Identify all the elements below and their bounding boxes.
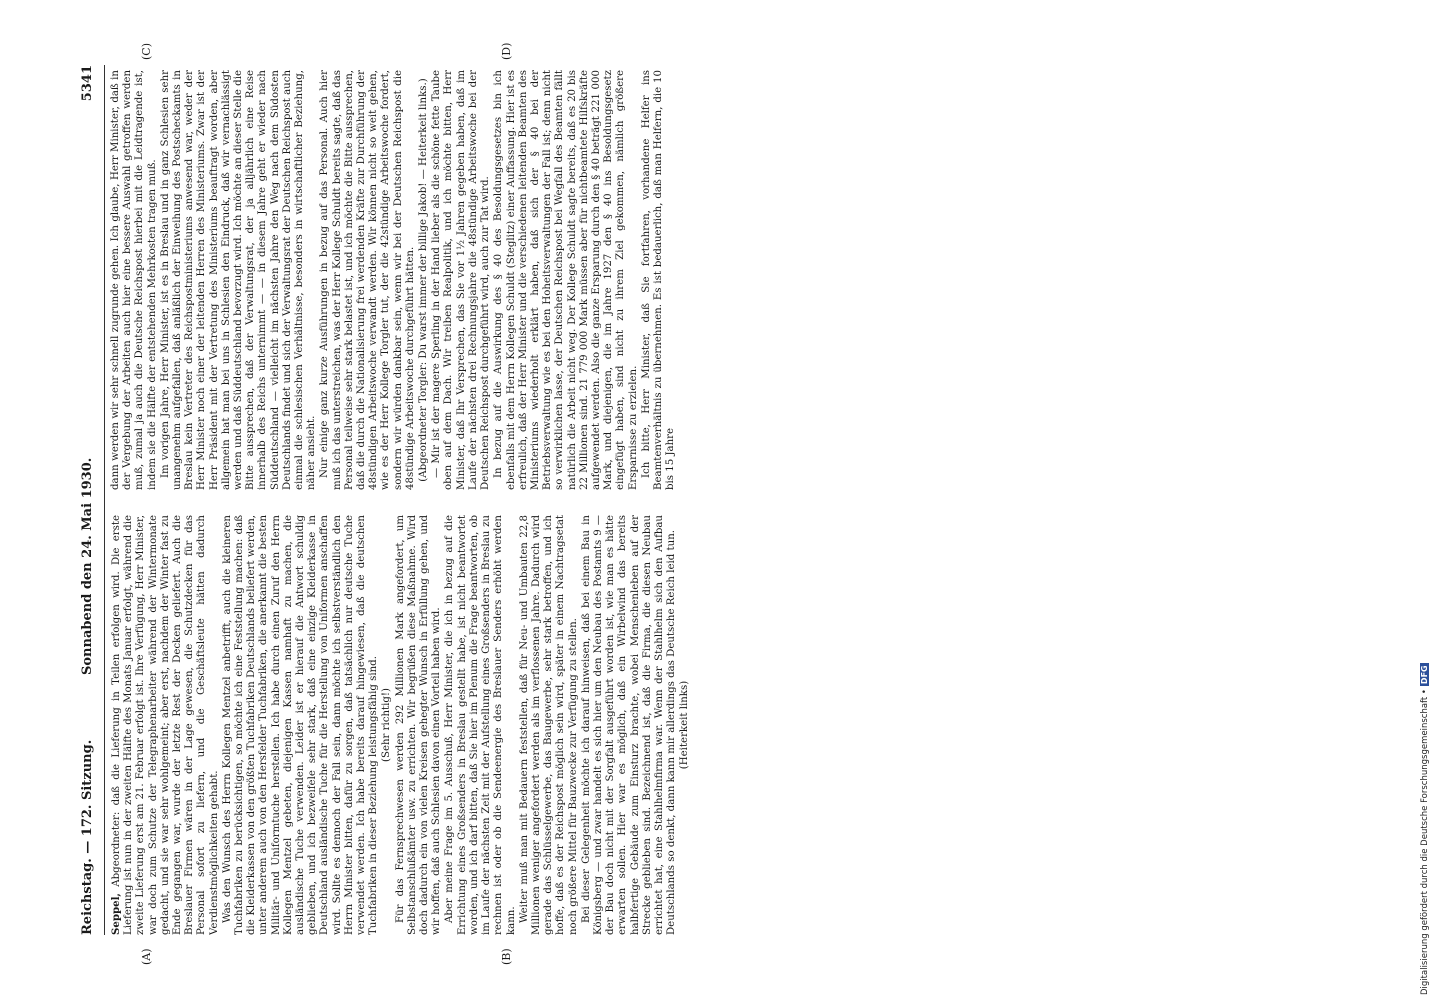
header-session: Reichstag. — 172. Sitzung. bbox=[80, 739, 95, 935]
interjection: (Heiterkeit links) bbox=[679, 680, 691, 770]
margin-marker-b: (B) bbox=[500, 948, 513, 965]
interjection: (Abgeordneter Torgler: Du warst immer der billige Jakob! — Heiterkeit links.) bbox=[418, 78, 430, 482]
speaker-name: Seppel, bbox=[110, 893, 122, 935]
paragraph: In bezug auf die Auswirkung des § 40 des Besoldungsgesetzes bin ich ebenfalls mit dem Herrn Kollegen Schuldt (Steglitz) einer Auffassung. Hier ist es erfreulich, daß der Herr Minister und die verschiedenen leitenden Beamten des Ministeriums wiederholt erklärt haben, daß sich der § 40 bei der Betriebsverwaltung wie es bei den Hoheitsverwaltungen der Fall ist; denn nicht so verwirklichen lasse, der Deutschen Reichspost bei Wegfall des Beamten fällt natürlich die Arbeit nicht weg. Der Kollege Schuldt sagte bereits, daß es 20 bis 22 Millionen sind. 21 779 000 Mark müssen aber für nichtbeamtete Hilfskräfte aufgewendet werden. Also die ganze Ersparung durch den § 40 beträgt 221 000 Mark, und diejenigen, die im Jahre 1927 den § 40 ins Besoldungsgesetz eingefügt haben, sind nicht zu ihrem Ziel gekommen, nämlich größere Ersparnisse zu erzielen. bbox=[493, 70, 639, 490]
margin-marker-c: (C) bbox=[140, 43, 153, 60]
paragraph bbox=[110, 515, 221, 935]
stamp-text: Digitalisierung gefördert durch die Deutsche Forschungsgemeinschaft • bbox=[1420, 689, 1430, 995]
header-date: Sonnabend den 24. Mai 1930. bbox=[80, 457, 95, 675]
margin-marker-a: (A) bbox=[140, 948, 153, 965]
paragraph: Aber meine Frage im 5. Ausschuß, Herr Minister, die ich in bezug auf die Errichtung eines Großsenders in Breslau gestellt habe, ist nicht beantwortet worden, und ich darf bitten, daß Sie hier im Plenum die Frage beantworten, ob im Laufe der nächsten Zeit mit der Aufstellung eines Großsenders in Breslau zu rechnen ist oder ob die Sendeenergie des Breslauer Senders erhöht werden kann. bbox=[444, 515, 517, 935]
speaker-role: Abgeordneter: bbox=[111, 811, 122, 887]
interjection: (Sehr richtig!) bbox=[381, 688, 393, 762]
paragraph: Was den Wunsch des Herrn Kollegen Mentzel anbetrifft, auch die kleineren Tuchfabriken zu berücksichtigen, so möchte ich eine Feststellung machen: daß die Kleiderkassen von den größten Tuchfabriken Deutschlands beliefert werden, unter anderem auch von den Hersfelder Tuchfabriken, die anerkannt die besten Militär- und Uniformtuche herstellen. Ich habe durch einen Zuruf den Herrn Kollegen Mentzel gebeten, diejenigen Kassen namhaft zu machen, die ausländische Tuche verwenden. Leider ist er hierauf die Antwort schuldig geblieben, und ich bezweifele sehr stark, daß eine einzige Kleiderkasse in Deutschland ausländische Tuche für die Herstellung von Uniformen anschaffen wird. Sollte es dennoch der Fall sein, dann möchte ich selbstverständlich den Herrn Minister bitten, dafür zu sorgen, daß tatsächlich nur deutsche Tuche verwendet werden. Ich habe bereits darauf hingewiesen, daß die deutschen Tuchfabriken in dieser Beziehung leistungsfähig sind. bbox=[221, 515, 380, 935]
margin-marker-d: (D) bbox=[500, 42, 513, 60]
paragraph: Nur einige ganz kurze Ausführungen in bezug auf das Personal. Auch hier muß ich das unterstreichen, was der Herr Kollege Schuldt bereits sagte, daß das Personal teilweise sehr stark belastet ist, und ich möchte die Bitte aussprechen, daß die durch die Nationalisierung frei werdenden Kräfte zur Durchführung der 48stündigen Arbeitswoche verwandt werden. Wir können nicht so weit gehen, wie es der Herr Kollege Torgler tut, der die 42stündige Arbeitswoche fordert, sondern wir würden dankbar sein, wenn wir bei der Deutschen Reichspost die 48stündige Arbeitswoche durchgeführt hätten. bbox=[319, 70, 416, 490]
document-page bbox=[80, 42, 745, 965]
paragraph: dann werden wir sehr schnell zugrunde gehen. Ich glaube, Herr Minister, daß in der Vergebung der Arbeiten auch hier eine bessere Auswahl getroffen werden muß, zumal ja auch die Deutsche Reichspost hierbei mit die Leidtragende ist, indem sie die Hälfte der entstehenden Mehrkosten tragen muß. bbox=[110, 70, 158, 490]
paragraph: Ich bitte, Herr Minister, daß Sie fortfahren, vorhandene Helfer ins Beamtenverhältnis zu übernehmen. Es ist bedauerlich, daß man Helfern, die 10 bis 15 Jahre bbox=[640, 70, 677, 490]
page-header bbox=[80, 65, 102, 935]
page-number: 5341 bbox=[80, 65, 95, 102]
paragraph-text: daß die Lieferung in Teilen erfolgen wird. Die erste Lieferung ist nun in der zweiten Hälfte des Monats Januar erfolgt, während die zweite Lieferung erst am 21. Februar erfolgt ist. Ihre Verfügung, Herr Minister, war doch zum Schutze der Telegraphenarbeiter während der Wintermonate gedacht, und sie war sehr wohlgemeint; aber erst, nachdem der Winter fast zu Ende gegangen war, wurde der letzte Rest der Decken geliefert. Auch die Breslauer Firmen wären in der Lage gewesen, die Schutzdecken für das Personal sofort zu liefern, und die Geschäftsleute hätten dadurch Verdienstmöglichkeiten gehabt. bbox=[111, 515, 220, 935]
right-column bbox=[110, 70, 740, 490]
paragraph: Im vorigen Jahre, Herr Minister, ist es in Breslau und in ganz Schlesien sehr unangenehm aufgefallen, daß anläßlich der Einweihung des Postscheckamts in Breslau kein Vertreter des Reichspostministeriums anwesend war, weder der Herr Minister noch einer der leitenden Herren des Ministeriums. Zwar ist der Herr Präsident mit der Vertretung des Ministeriums beauftragt worden, aber allgemein hat man bei uns in Schlesien den Eindruck, daß wir vernachlässigt werden und daß Süddeutschland bevorzugt wird. Ich möchte an dieser Stelle die Bitte aussprechen, daß der Verwaltungsrat, der ja alljährlich eine Reise innerhalb des Reichs unternimmt — — in diesem Jahre geht er wieder nach Süddeutschland — vielleicht im nächsten Jahre den Weg nach dem Südosten Deutschlands findet und sich der Verwaltungsrat der Deutschen Reichspost auch einmal die schlesischen Verhältnisse, besonders in wirtschaftlicher Beziehung, näher ansieht. bbox=[159, 70, 318, 490]
paragraph: — Mir ist der magere Sperling in der Hand lieber als die schöne fette Taube oben auf dem Dach. Wir treiben Realpolitik, und ich möchte bitten, Herr Minister, daß Ihr Versprechen, das Sie vor 1½ Jahren gegeben haben, daß im Laufe der nächsten drei Rechnungsjahre die 48stündige Arbeitswoche bei der Deutschen Reichspost durchgeführt wird, auch zur Tat wird. bbox=[431, 70, 492, 490]
dfg-logo: DFG bbox=[1420, 665, 1429, 685]
paragraph: Bei dieser Gelegenheit möchte ich darauf hinweisen, daß bei einem Bau in Königsberg — und zwar handelt es sich hier um den Neubau des Postamts 9 — der Bau doch nicht mit der Sorgfalt ausgeführt worden ist, wie man es hätte erwarten sollen. Hier war es möglich, daß ein Wirbelwind das bereits halbfertige Gebäude zum Einsturz brachte, wobei Menschenleben auf der Strecke geblieben sind. Bezeichnend ist, daß die Firma, die diesen Neubau errichtet hat, eine Stahlhelmfirma war. Wenn der Stahlhelm sich den Aufbau Deutschlands so denkt, dann kann mir allerdings das Deutsche Reich leid tun. bbox=[580, 515, 678, 935]
left-column bbox=[110, 515, 740, 935]
paragraph: Für das Fernsprechwesen werden 292 Millionen Mark angefordert, um Selbstanschlußämter usw. zu errichten. Wir begrüßen diese Maßnahme. Wird doch dadurch ein von vielen Kreisen gehegter Wunsch in Erfüllung gehen, und wir hoffen, daß auch Schlesien davon einen Vorteil haben wird. bbox=[394, 515, 443, 935]
paragraph: Weiter muß man mit Bedauern feststellen, daß für Neu- und Umbauten 22,8 Millionen weniger angefordert werden als im verflossenen Jahre. Dadurch wird gerade das Schlüsselgewerbe, das Baugewerbe, sehr stark betroffen, und ich hoffe, daß es der Reichspost möglich sein wird, später in einem Nachtragsetat noch größere Mittel für Bauzwecke zur Verfügung zu stellen. bbox=[518, 515, 579, 935]
digitization-stamp bbox=[1420, 5, 1432, 995]
header-rule bbox=[104, 65, 105, 935]
